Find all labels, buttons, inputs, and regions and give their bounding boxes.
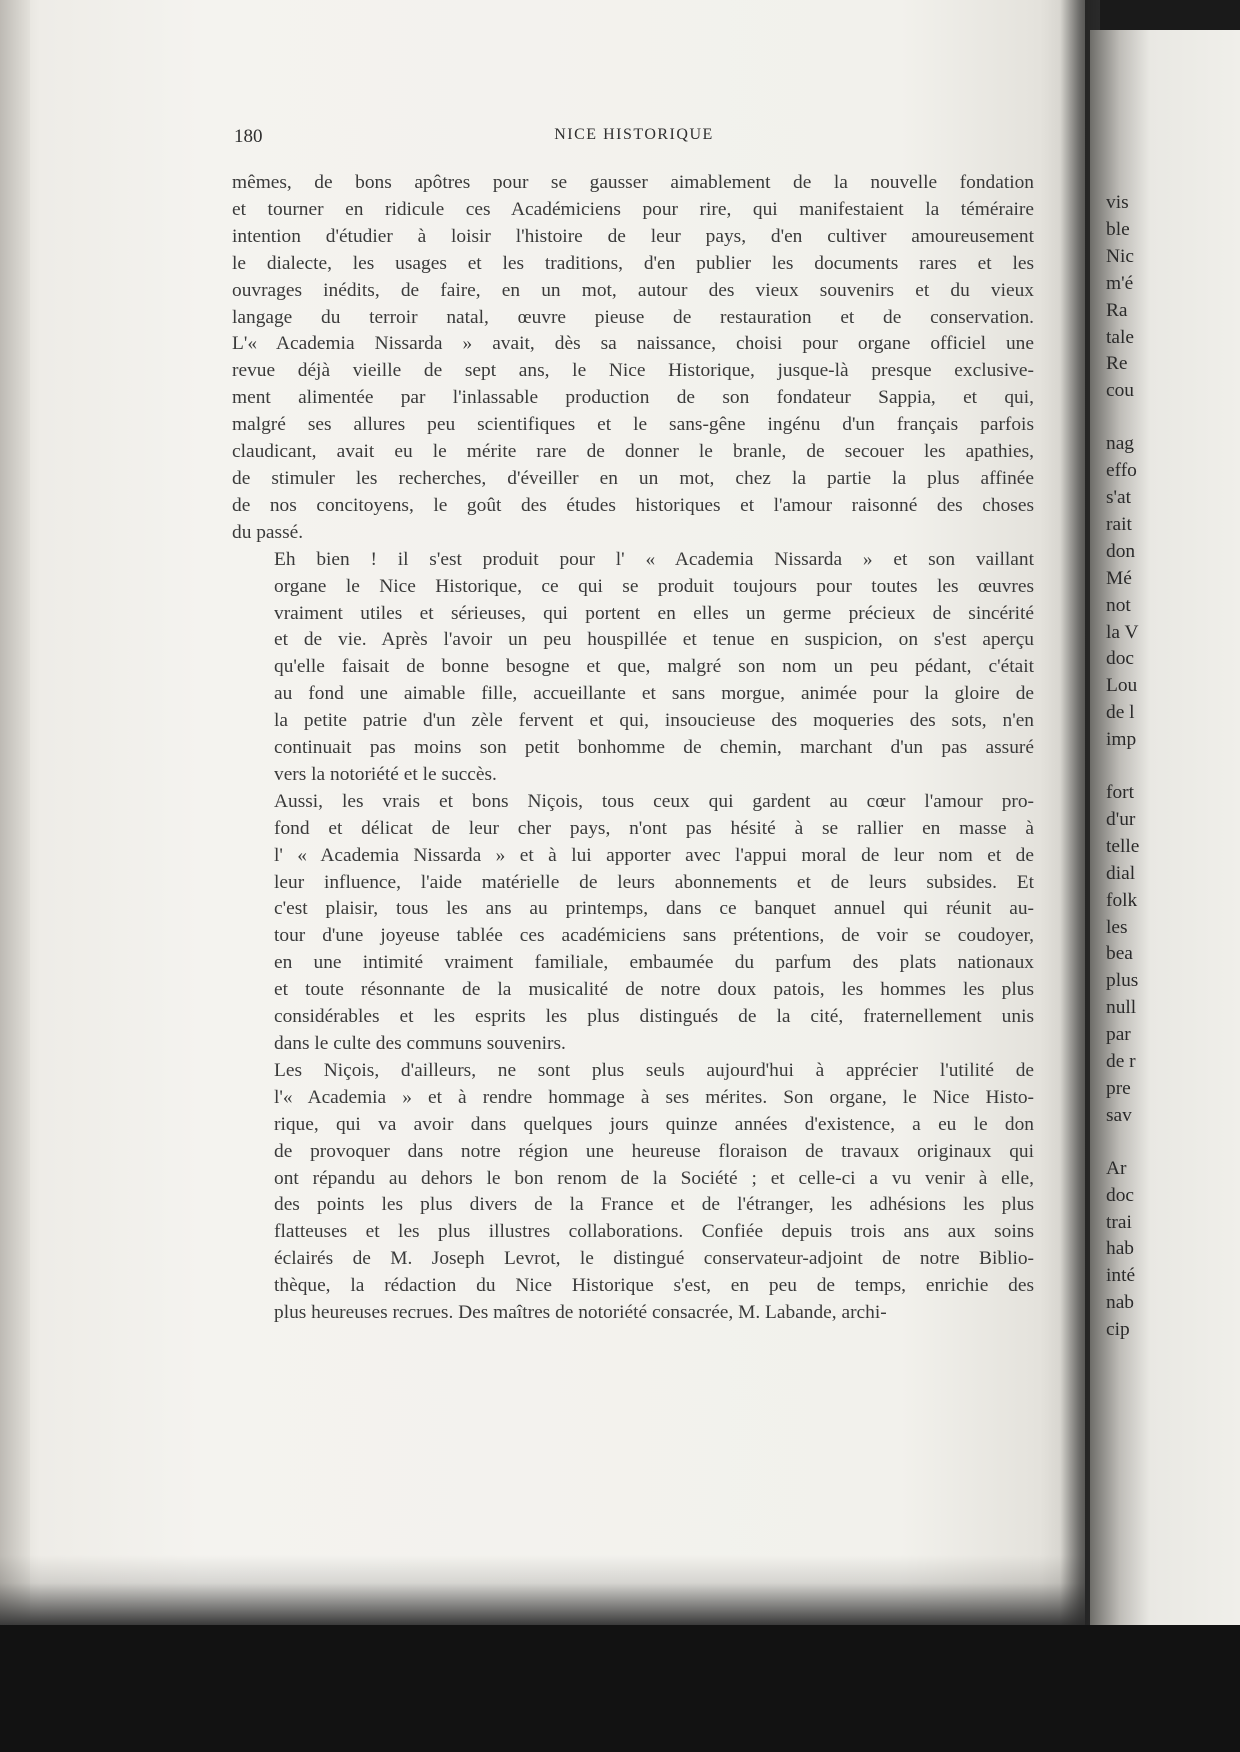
facing-page-fragment: bea — [1106, 943, 1133, 965]
text-line: revue déjà vieille de sept ans, le Nice Historique, jusque-là presque exclusive- — [232, 360, 1034, 382]
facing-page-fragment: ble — [1106, 218, 1130, 240]
facing-page-fragment: trai — [1106, 1211, 1132, 1233]
text-line: du passé. — [232, 521, 304, 543]
facing-page-fragment: de l — [1106, 702, 1135, 724]
facing-page-fragment: par — [1106, 1024, 1131, 1046]
text-line: des points les plus divers de la France et de l'étranger, les adhésions les plus — [274, 1194, 1034, 1216]
facing-page-fragment: doc — [1106, 648, 1134, 670]
text-line: vraiment utiles et sérieuses, qui portent en elles un germe précieux de sincérité — [274, 602, 1034, 624]
facing-page-fragment: cou — [1106, 380, 1134, 402]
text-line: plus heureuses recrues. Des maîtres de notoriété consacrée, M. Labande, archi- — [274, 1302, 887, 1324]
text-line: de stimuler les recherches, d'éveiller en un mot, chez la partie la plus affinée — [232, 467, 1034, 489]
text-line: le dialecte, les usages et les traditions, d'en publier les documents rares et les — [232, 252, 1034, 274]
text-line: l'« Academia » et à rendre hommage à ses mérites. Son organe, le Nice Histo- — [274, 1086, 1034, 1108]
facing-page-fragment: folk — [1106, 889, 1138, 911]
facing-page-fragment: pre — [1106, 1077, 1131, 1099]
facing-page-fragment: null — [1106, 997, 1137, 1019]
facing-page-fragment: don — [1106, 540, 1136, 562]
facing-page-fragment: Nic — [1106, 245, 1134, 267]
text-line: de provoquer dans notre région une heureuse floraison de travaux originaux qui — [274, 1140, 1034, 1162]
facing-page-fragment: effo — [1106, 460, 1137, 482]
text-line: ment alimentée par l'inlassable production de son fondateur Sappia, et qui, — [232, 387, 1034, 409]
facing-page-fragment: sav — [1106, 1104, 1132, 1126]
text-line: et tourner en ridicule ces Académiciens pour rire, qui manifestaient la téméraire — [232, 198, 1034, 220]
facing-page-fragment: Re — [1106, 353, 1128, 375]
text-line: de nos concitoyens, le goût des études historiques et l'amour raisonné des choses — [232, 494, 1034, 516]
page-number: 180 — [234, 126, 263, 147]
paragraph — [232, 170, 1034, 547]
facing-page-fragment: nag — [1106, 433, 1134, 455]
paragraph — [232, 789, 1034, 1058]
text-line: la petite patrie d'un zèle fervent et qui, insoucieuse des moqueries des sots, n'en — [274, 710, 1034, 732]
text-line: vers la notoriété et le succès. — [274, 763, 497, 785]
facing-page-fragment: de r — [1106, 1051, 1136, 1072]
facing-page-fragment: Ra — [1106, 299, 1128, 321]
text-line: éclairés de M. Joseph Levrot, le distingué conservateur-adjoint de notre Biblio- — [274, 1248, 1034, 1270]
text-line: ont répandu au dehors le bon renom de la Société ; et celle-ci a vu venir à elle, — [274, 1167, 1034, 1189]
scan-background — [0, 1625, 1240, 1752]
facing-page-fragment: telle — [1106, 835, 1140, 857]
text-line: flatteuses et les plus illustres collaborations. Confiée depuis trois ans aux soins — [274, 1221, 1034, 1243]
text-line: tour d'une joyeuse tablée ces académiciens sans prétentions, de voir se coudoyer, — [274, 925, 1034, 947]
facing-page-fragment: plus — [1106, 970, 1139, 992]
facing-page-fragment: vis — [1106, 192, 1129, 213]
facing-page-fragment: fort — [1106, 782, 1134, 803]
text-line: en une intimité vraiment familiale, embaumée du parfum des plats nationaux — [274, 952, 1034, 974]
facing-page-fragment: Mé — [1106, 567, 1132, 589]
body-text — [232, 170, 1034, 1327]
text-line: thèque, la rédaction du Nice Historique s'est, en peu de temps, enrichie des — [274, 1275, 1034, 1297]
text-line: au fond une aimable fille, accueillante et sans morgue, animée pour la gloire de — [274, 683, 1034, 705]
text-line: langage du terroir natal, œuvre pieuse de restauration et de conservation. — [232, 306, 1034, 328]
facing-page-fragment: cip — [1106, 1319, 1130, 1341]
facing-page-fragment: not — [1106, 594, 1131, 616]
facing-page-fragment: Ar — [1106, 1157, 1127, 1179]
running-title: NICE HISTORIQUE — [554, 126, 714, 143]
page-bottom-shadow — [0, 1555, 1085, 1625]
facing-page-fragment: tale — [1106, 326, 1134, 348]
text-line: Aussi, les vrais et bons Niçois, tous ceux qui gardent au cœur l'amour pro- — [274, 790, 1034, 812]
facing-page-fragment: inté — [1106, 1265, 1136, 1287]
facing-page-fragment: la V — [1106, 621, 1139, 643]
page-header — [234, 126, 1034, 156]
facing-page-fragment: imp — [1106, 729, 1137, 751]
text-line: c'est plaisir, tous les ans au printemps, dans ce banquet annuel qui réunit au- — [274, 898, 1034, 920]
text-line: qu'elle faisait de bonne besogne et que, malgré son nom un peu pédant, c'était — [274, 656, 1034, 678]
text-line: et de vie. Après l'avoir un peu houspillée et tenue en suspicion, on s'est aperçu — [274, 629, 1034, 651]
text-line: L'« Academia Nissarda » avait, dès sa naissance, choisi pour organe officiel une — [232, 333, 1034, 355]
text-line: mêmes, de bons apôtres pour se gausser aimablement de la nouvelle fondation — [232, 172, 1034, 193]
paragraph — [232, 1058, 1034, 1327]
page-edge — [0, 0, 30, 1625]
text-line: Les Niçois, d'ailleurs, ne sont plus seuls aujourd'hui à apprécier l'utilité de — [274, 1059, 1034, 1081]
text-line: intention d'étudier à loisir l'histoire de leur pays, d'en cultiver amoureusement — [232, 225, 1034, 247]
text-line: l' « Academia Nissarda » et à lui apporter avec l'appui moral de leur nom et de — [274, 844, 1034, 866]
text-line: ouvrages inédits, de faire, en un mot, autour des vieux souvenirs et du vieux — [232, 279, 1034, 301]
text-line: claudicant, avait eu le mérite rare de donner le branle, de secouer les apathies, — [232, 441, 1034, 463]
text-line: et toute résonnante de la musicalité de notre doux patois, les hommes les plus — [274, 979, 1034, 1001]
text-line: Eh bien ! il s'est produit pour l' « Academia Nissarda » et son vaillant — [274, 548, 1034, 570]
text-line: organe le Nice Historique, ce qui se produit toujours pour toutes les œuvres — [274, 575, 1034, 597]
text-line: continuait pas moins son petit bonhomme de chemin, marchant d'un pas assuré — [274, 737, 1034, 759]
paragraph — [232, 547, 1034, 789]
text-line: rique, qui va avoir dans quelques jours quinze années d'existence, a eu le don — [274, 1113, 1034, 1135]
facing-page-fragment: doc — [1106, 1184, 1134, 1206]
facing-page-fragment: les — [1106, 916, 1128, 938]
text-line: dans le culte des communs souvenirs. — [274, 1033, 566, 1054]
facing-page-fragment: d'ur — [1106, 808, 1136, 830]
facing-page-fragment: hab — [1106, 1238, 1134, 1260]
facing-page-fragment: Lou — [1106, 675, 1138, 697]
facing-page-fragment: dial — [1106, 862, 1136, 884]
facing-page-fragment: nab — [1106, 1292, 1134, 1314]
facing-page-fragment: s'at — [1106, 487, 1132, 508]
facing-page-fragment: m'é — [1106, 272, 1134, 294]
text-line: fond et délicat de leur cher pays, n'ont pas hésité à se rallier en masse à — [274, 817, 1034, 839]
facing-page-fragment: rait — [1106, 513, 1132, 535]
text-line: malgré ses allures peu scientifiques et le sans-gêne ingénu d'un français parfois — [232, 414, 1034, 436]
text-line: considérables et les esprits les plus distingués de la cité, fraternellement unis — [274, 1006, 1034, 1028]
text-line: leur influence, l'aide matérielle de leurs abonnements et de leurs subsides. Et — [274, 871, 1034, 893]
